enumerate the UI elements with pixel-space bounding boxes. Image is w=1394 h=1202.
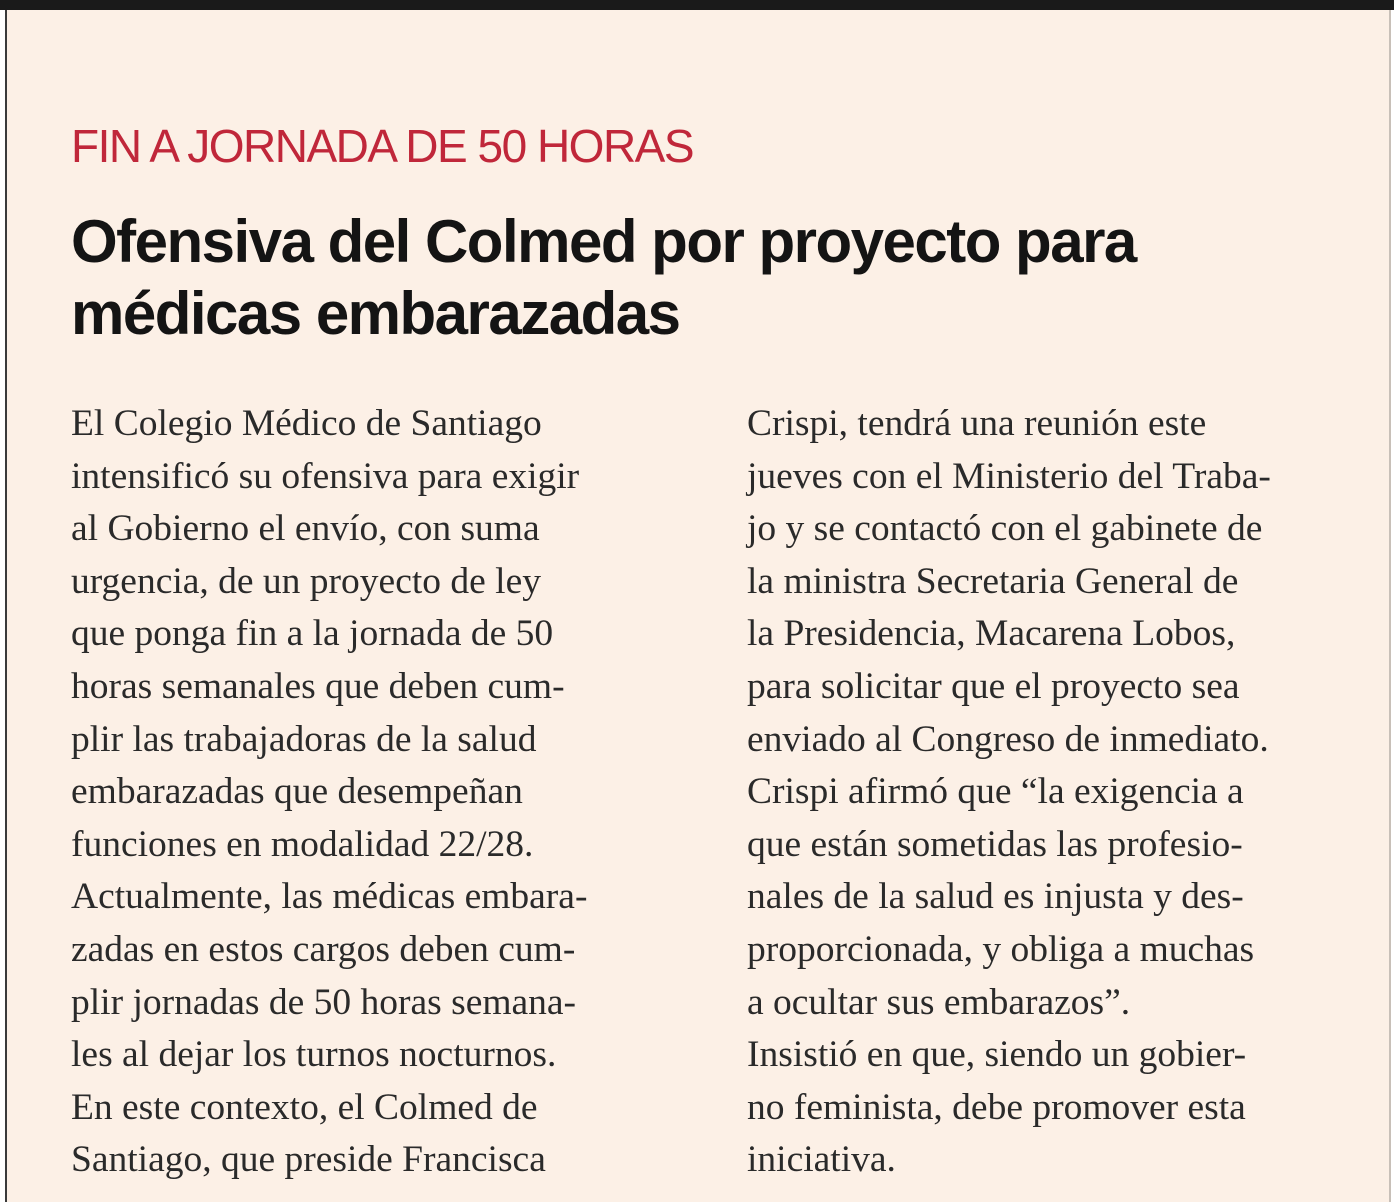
body-line: no feminista, debe promover esta: [747, 1086, 1246, 1128]
body-line: iniciativa.: [747, 1139, 896, 1181]
body-line: El Colegio Médico de Santiago: [71, 403, 542, 444]
body-line: En este contexto, el Colmed de: [71, 1086, 538, 1128]
body-line: funciones en modalidad 22/28.: [71, 823, 534, 865]
body-line: Crispi afirmó que “la exigencia a: [747, 771, 1244, 813]
body-line: zadas en estos cargos deben cum-: [71, 928, 576, 970]
body-line: enviado al Congreso de inmediato.: [747, 718, 1269, 760]
body-line: urgencia, de un proyecto de ley: [71, 560, 541, 602]
body-line: plir jornadas de 50 horas semana-: [71, 981, 577, 1023]
body-line: la ministra Secretaria General de: [747, 560, 1239, 602]
body-line: intensificó su ofensiva para exigir: [71, 455, 580, 497]
article-body-right-column: [747, 398, 1271, 1187]
body-line: la Presidencia, Macarena Lobos,: [747, 613, 1236, 655]
body-line: embarazadas que desempeñan: [71, 771, 523, 813]
article-body-left-column: [71, 398, 587, 1187]
body-line: que ponga fin a la jornada de 50: [71, 613, 554, 655]
body-line: a ocultar sus embarazos”.: [747, 981, 1131, 1023]
body-line: al Gobierno el envío, con suma: [71, 508, 540, 550]
top-rule: [0, 0, 1394, 10]
body-line: que están sometidas las profesio-: [747, 823, 1243, 865]
body-line: nales de la salud es injusta y des-: [747, 876, 1244, 918]
body-line: les al dejar los turnos nocturnos.: [71, 1034, 557, 1076]
news-article: [5, 10, 1391, 1202]
body-line: plir las trabajadoras de la salud: [71, 718, 537, 760]
body-line: para solicitar que el proyecto sea: [747, 665, 1240, 707]
body-line: Crispi, tendrá una reunión este: [747, 403, 1207, 444]
body-line: Santiago, que preside Francisca: [71, 1139, 546, 1181]
body-line: proporcionada, y obliga a muchas: [747, 928, 1255, 970]
body-line: jo y se contactó con el gabinete de: [747, 508, 1263, 550]
body-line: Actualmente, las médicas embara-: [71, 876, 588, 918]
article-headline: Ofensiva del Colmed por proyecto para médicas embarazadas: [71, 208, 1136, 347]
body-line: Insistió en que, siendo un gobier-: [747, 1034, 1247, 1076]
body-line: horas semanales que deben cum-: [71, 665, 565, 707]
body-line: jueves con el Ministerio del Traba-: [747, 455, 1271, 497]
article-kicker: FIN A JORNADA DE 50 HORAS: [71, 120, 694, 172]
